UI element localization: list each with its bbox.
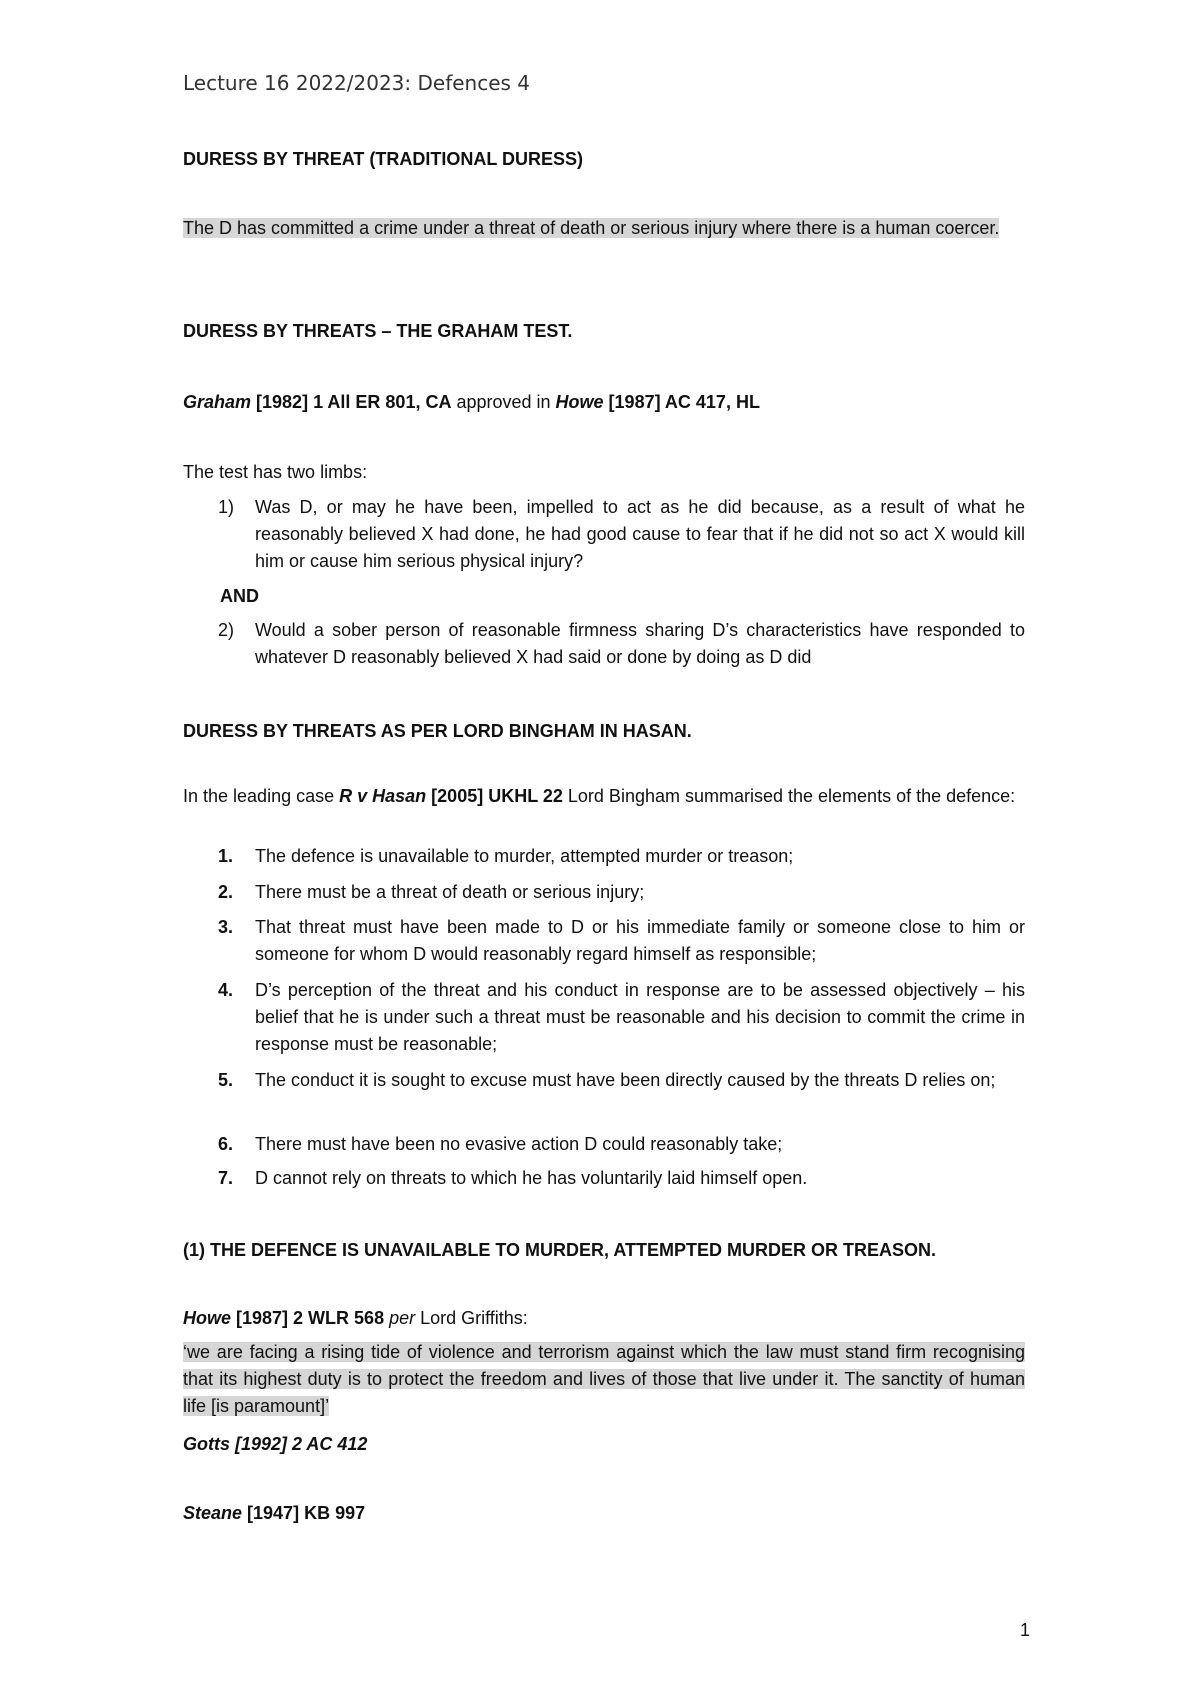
case-name-howe: Howe (555, 392, 604, 412)
case-name-hasan: R v Hasan (339, 786, 427, 806)
per-word: per (389, 1308, 416, 1328)
graham-limb-1 (183, 494, 1025, 575)
heading-duress-by-threat: DURESS BY THREAT (TRADITIONAL DURESS) (183, 149, 584, 169)
limb-text: Would a sober person of reasonable firmness sharing D’s characteristics have responded to whatever D reasonably believed X had said or done by doing as D did (255, 620, 1025, 667)
hasan-element-1 (183, 843, 1025, 870)
howe-judge: Lord Griffiths: (415, 1308, 528, 1328)
hasan-intro (183, 783, 1025, 810)
definition-paragraph (183, 215, 1025, 242)
list-number: 4. (218, 980, 234, 1000)
citation-connector: approved in (451, 392, 556, 412)
highlighted-quote: ‘we are facing a rising tide of violence and terrorism against which the law must stand firm recognising that its highest duty is to protect the freedom and lives of those that live under it. The sanctity of human life [is paramount]’ (183, 1342, 1025, 1416)
citation-hasan: [2005] UKHL 22 (426, 786, 563, 806)
element-text: There must be a threat of death or serious injury; (255, 882, 645, 902)
list-number: 1) (218, 497, 235, 517)
intro-text: Lord Bingham summarised the elements of the defence: (562, 786, 1016, 806)
highlighted-definition: The D has committed a crime under a threat of death or serious injury where there is a human coercer. (183, 218, 1000, 238)
citation-graham: [1982] 1 All ER 801, CA (251, 392, 452, 412)
document-title: Lecture 16 2022/2023: Defences 4 (183, 71, 531, 95)
gotts-citation: Gotts [1992] 2 AC 412 (183, 1434, 368, 1454)
element-text: The defence is unavailable to murder, attempted murder or treason; (255, 846, 794, 866)
howe-quote-paragraph (183, 1339, 1025, 1420)
graham-limb-2 (183, 617, 1025, 671)
steane-citation (183, 1500, 1025, 1527)
citation-howe: [1987] 2 WLR 568 (231, 1308, 390, 1328)
citation-howe: [1987] AC 417, HL (603, 392, 760, 412)
element-text: The conduct it is sought to excuse must have been directly caused by the threats D relies on; (255, 1070, 996, 1090)
element-text: D’s perception of the threat and his conduct in response are to be assessed objectively – his belief that he is under such a threat must be reasonable and his decision to commit the crime in response must be reasonable; (255, 980, 1025, 1054)
graham-test-intro: The test has two limbs: (183, 462, 368, 482)
page-number: 1 (1019, 1620, 1030, 1640)
limb-text: Was D, or may he have been, impelled to act as he did because, as a result of what he reasonably believed X had done, he had good cause to fear that if he did not so act X would kill him or cause him serious physical injury? (255, 497, 1025, 571)
list-number: 2. (218, 882, 234, 902)
case-name-howe: Howe (183, 1308, 232, 1328)
heading-graham-test: DURESS BY THREATS – THE GRAHAM TEST. (183, 321, 573, 341)
hasan-element-6 (183, 1131, 1025, 1158)
heading-unavailable: (1) THE DEFENCE IS UNAVAILABLE TO MURDER, ATTEMPTED MURDER OR TREASON. (183, 1240, 937, 1260)
hasan-element-2 (183, 879, 1025, 906)
element-text: D cannot rely on threats to which he has voluntarily laid himself open. (255, 1168, 808, 1188)
element-text: That threat must have been made to D or his immediate family or someone close to him or someone for whom D would reasonably regard himself as responsible; (255, 917, 1025, 964)
list-number: 7. (218, 1168, 234, 1188)
list-number: 1. (218, 846, 234, 866)
heading-hasan: DURESS BY THREATS AS PER LORD BINGHAM IN HASAN. (183, 721, 692, 741)
citation-steane: [1947] KB 997 (242, 1503, 366, 1523)
hasan-element-5 (183, 1067, 1025, 1094)
graham-citation (183, 389, 1025, 416)
hasan-element-4 (183, 977, 1025, 1058)
hasan-element-7 (183, 1165, 1025, 1192)
list-number: 2) (218, 620, 235, 640)
hasan-element-3 (183, 914, 1025, 968)
list-number: 6. (218, 1134, 234, 1154)
case-name-graham: Graham (183, 392, 252, 412)
element-text: There must have been no evasive action D could reasonably take; (255, 1134, 783, 1154)
howe-citation (183, 1305, 1025, 1332)
list-number: 3. (218, 917, 234, 937)
list-number: 5. (218, 1070, 234, 1090)
and-connector: AND (220, 586, 259, 606)
case-name-steane: Steane (183, 1503, 243, 1523)
intro-text: In the leading case (183, 786, 340, 806)
